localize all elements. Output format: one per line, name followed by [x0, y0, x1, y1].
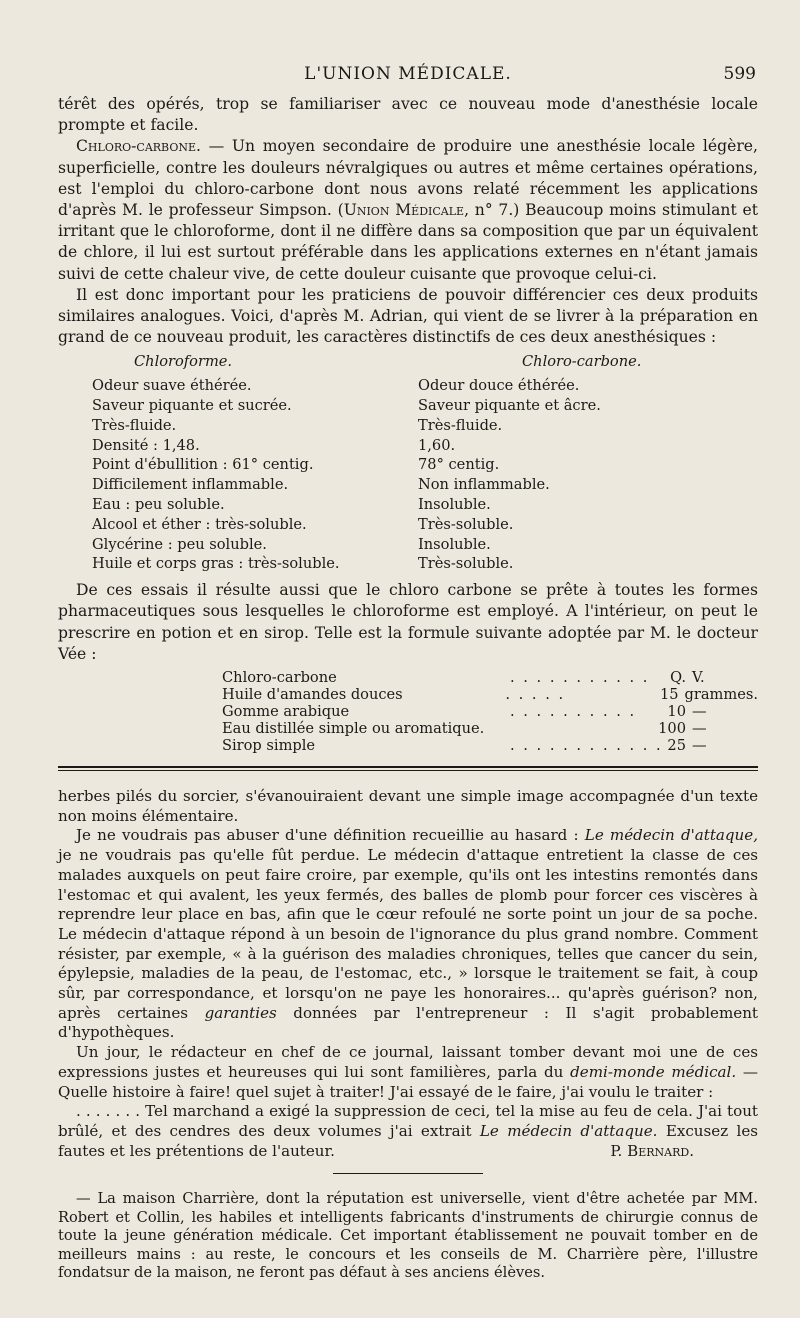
- chloroforme-property: Glycérine : peu soluble.: [92, 535, 267, 553]
- formula-intro: De ces essais il résulte aussi que le chloro carbone se prête à toutes les formes pharmaceutiques sous lesquelles le chloroforme est employé. A l'intérieur, on peut le prescrire en potion et en sirop. Telle est la formule suivante adoptée par M. le docteur Vée :: [58, 581, 758, 663]
- chloro-carbone-paragraph: [58, 136, 758, 284]
- formula-row: [58, 686, 758, 703]
- ingredient-name: Eau distillée simple ou aromatique.: [222, 720, 485, 738]
- section-heading: Chloro-carbone.: [76, 137, 201, 156]
- chloroforme-property: Très-fluide.: [92, 416, 177, 434]
- column-header-chloroforme: Chloroforme.: [134, 353, 233, 371]
- ingredient-name: Huile d'amandes douces: [222, 686, 403, 704]
- feuilleton-paragraph: [58, 1102, 758, 1161]
- comparison-row: [58, 554, 758, 574]
- author-signature: P. Bernard.: [610, 1141, 694, 1160]
- chloroforme-property: Alcool et éther : très-soluble.: [92, 515, 307, 533]
- chloro-carbone-property: Insoluble.: [418, 496, 491, 514]
- ingredient-unit: grammes.: [684, 686, 758, 704]
- formula-row: [58, 669, 758, 686]
- chloro-carbone-property: 78° centig.: [418, 456, 500, 474]
- page-header: [58, 60, 758, 94]
- comparison-row: [58, 535, 758, 555]
- chloro-carbone-property: Non inflammable.: [418, 476, 550, 494]
- running-title: L'UNION MÉDICALE.: [304, 64, 512, 84]
- dot-leader: . . . . . . . . . .: [510, 703, 637, 721]
- paragraph-text: , n° 7.) Beaucoup moins stimulant et irritant que le chloroforme, dont il ne diffère dans sa composition que par un équivalent de chlore, il lui est surtout préférable dans les applications externes en n'étant jamais suivi de cette chaleur vive, de cette douleur cuisante que provoque celui-ci.: [58, 201, 759, 283]
- ingredient-quantity: Q.: [670, 669, 686, 687]
- ingredient-unit: V.: [692, 669, 705, 687]
- dot-leader: . . . . .: [505, 686, 566, 704]
- journal-reference: Union Médicale: [343, 201, 465, 220]
- feuilleton-separator: [58, 766, 758, 771]
- feuilleton-paragraph: herbes pilés du sorcier, s'évanouiraient devant une simple image accompagnée d'un texte non moins élémentaire.: [58, 787, 758, 825]
- dot-leader: . . . . . . . . . . .: [510, 669, 650, 687]
- chloro-carbone-property: Très-fluide.: [418, 416, 503, 434]
- comparison-header: [58, 352, 758, 372]
- chloro-carbone-property: Odeur douce éthérée.: [418, 377, 580, 395]
- chloro-carbone-property: 1,60.: [418, 436, 456, 454]
- ingredient-name: Chloro-carbone: [222, 669, 337, 687]
- formula-row: [58, 720, 758, 737]
- news-section: [58, 1190, 758, 1282]
- comparison-row: [58, 416, 758, 436]
- news-paragraph: — La maison Charrière, dont la réputation est universelle, vient d'être achetée par MM. Robert et Collin, les habiles et intelligents fabricants d'instruments de chirurgie connus de toute la jeune génération médicale. Cet important établissement ne pouvait tomber en de meilleurs mains : au reste, le concours et les conseils de M. Charrière père, l'illustre fondatsur de la maison, ne feront pas défaut à ses anciens élèves.: [58, 1190, 758, 1281]
- chloroforme-property: Saveur piquante et sucrée.: [92, 397, 292, 415]
- dot-leader: . . . . . . . . . . . .: [510, 737, 663, 755]
- italic-text: garanties: [204, 1003, 277, 1022]
- paragraph-text: Je ne voudrais pas abuser d'une définition recueillie au hasard :: [76, 826, 585, 845]
- ingredient-quantity: 100: [658, 720, 686, 738]
- paragraph-text: — Un moyen secondaire de produire une anesthésie locale légère, superficielle, contre les douleurs névralgiques ou autres et même certaines opérations, est l'emploi du chloro-carbone dont nous avons relaté récemment les applications d'après M. le professeur Simpson. (: [58, 137, 758, 220]
- comparison-row: [58, 455, 758, 475]
- column-header-chloro-carbone: Chloro-carbone.: [522, 353, 642, 371]
- paragraph-text: Un jour, le rédacteur en chef de ce journal, laissant tomber devant moi une de ces expressions justes et heureuses qui lui sont familières, parla du: [58, 1043, 758, 1081]
- chloro-carbone-property: Très-soluble.: [418, 555, 514, 573]
- chloroforme-property: Point d'ébullition : 61° centig.: [92, 456, 314, 474]
- ingredient-quantity: 15: [659, 686, 679, 704]
- formula-row: [58, 737, 758, 754]
- chloroforme-property: Eau : peu soluble.: [92, 496, 225, 514]
- chloroforme-property: Odeur suave éthérée.: [92, 377, 252, 395]
- feuilleton-paragraph: [58, 1043, 758, 1102]
- ingredient-quantity: 10: [667, 703, 686, 721]
- chloro-carbone-property: Très-soluble.: [418, 515, 514, 533]
- comparison-intro: Il est donc important pour les praticiens de pouvoir différencier ces deux produits similaires analogues. Voici, d'après M. Adrian, qui vient de se livrer à la préparation en grand de ce nouveau produit, les caractères distinctifs de ces deux anesthésiques :: [58, 285, 758, 347]
- ingredient-unit: —: [692, 737, 707, 755]
- feuilleton-paragraph: [58, 826, 758, 1043]
- comparison-row: [58, 376, 758, 396]
- paragraph-text: Excusez les fautes et les prétentions de l'auteur.: [58, 1121, 759, 1160]
- page-number: 599: [723, 64, 756, 84]
- italic-text: Le médecin d'attaque,: [584, 826, 759, 845]
- comparison-row: [58, 475, 758, 495]
- feuilleton: [58, 787, 758, 1161]
- paragraph-text: — Quelle histoire à faire! quel sujet à traiter! J'ai essayé de le faire, j'ai voulu le traiter :: [58, 1062, 758, 1101]
- chloroforme-property: Difficilement inflammable.: [92, 476, 289, 494]
- chloro-carbone-property: Saveur piquante et âcre.: [418, 397, 601, 415]
- ingredient-quantity: 25: [667, 737, 686, 755]
- ingredient-unit: —: [692, 720, 707, 738]
- paragraph-text: je ne voudrais pas qu'elle fût perdue. Le médecin d'attaque entretient la classe de ces malades auxquels on peut faire croire, par exemple, qu'ils ont les intestins remontés dans l'estomac et qui avalent, les yeux fermés, des balles de plomb pour forcer ces viscères à reprendre leur place en bas, afin que le cœur refoulé ne sorte point un jour de sa poche. Le médecin d'attaque répond à un besoin de l'ignorance du plus grand nombre. Comment résister, par exemple, « à la guérison des maladies chroniques, telles que cancer du sein, épylepsie, maladies de la peau, de l'estomac, etc., » lorsque le traitement se fait, à coup sûr, par correspondance, et lorsqu'on ne paye les honoraires... qu'après guérison? non, après certaines: [58, 846, 758, 1022]
- chloroforme-property: Densité : 1,48.: [92, 436, 200, 454]
- comparison-table: [58, 352, 758, 574]
- ingredient-unit: —: [692, 703, 707, 721]
- comparison-row: [58, 515, 758, 535]
- intro-paragraph: térêt des opérés, trop se familiariser avec ce nouveau mode d'anesthésie locale prompte et facile.: [58, 95, 758, 135]
- formula-row: [58, 703, 758, 720]
- comparison-row: [58, 495, 758, 515]
- italic-text: demi-monde médical.: [570, 1062, 737, 1081]
- comparison-row: [58, 436, 758, 456]
- paragraph-text: . . . . . . . Tel marchand a exigé la suppression de ceci, tel la mise au feu de cela. J'ai tout brûlé, et des cendres des deux volumes j'ai extrait: [58, 1102, 758, 1140]
- news-separator: [333, 1173, 483, 1174]
- dot-leader: [510, 720, 646, 737]
- italic-text: Le médecin d'attaque.: [479, 1121, 658, 1140]
- formula-rows: [58, 669, 758, 754]
- paragraph-text: données par l'entrepreneur : Il s'agit probablement d'hypothèques.: [58, 1003, 758, 1042]
- ingredient-name: Sirop simple: [222, 737, 316, 755]
- comparison-rows: [58, 376, 758, 574]
- formula-table: [58, 669, 758, 754]
- ingredient-name: Gomme arabique: [222, 703, 350, 721]
- chloro-carbone-property: Insoluble.: [418, 535, 491, 553]
- comparison-row: [58, 396, 758, 416]
- chloroforme-property: Huile et corps gras : très-soluble.: [92, 555, 340, 573]
